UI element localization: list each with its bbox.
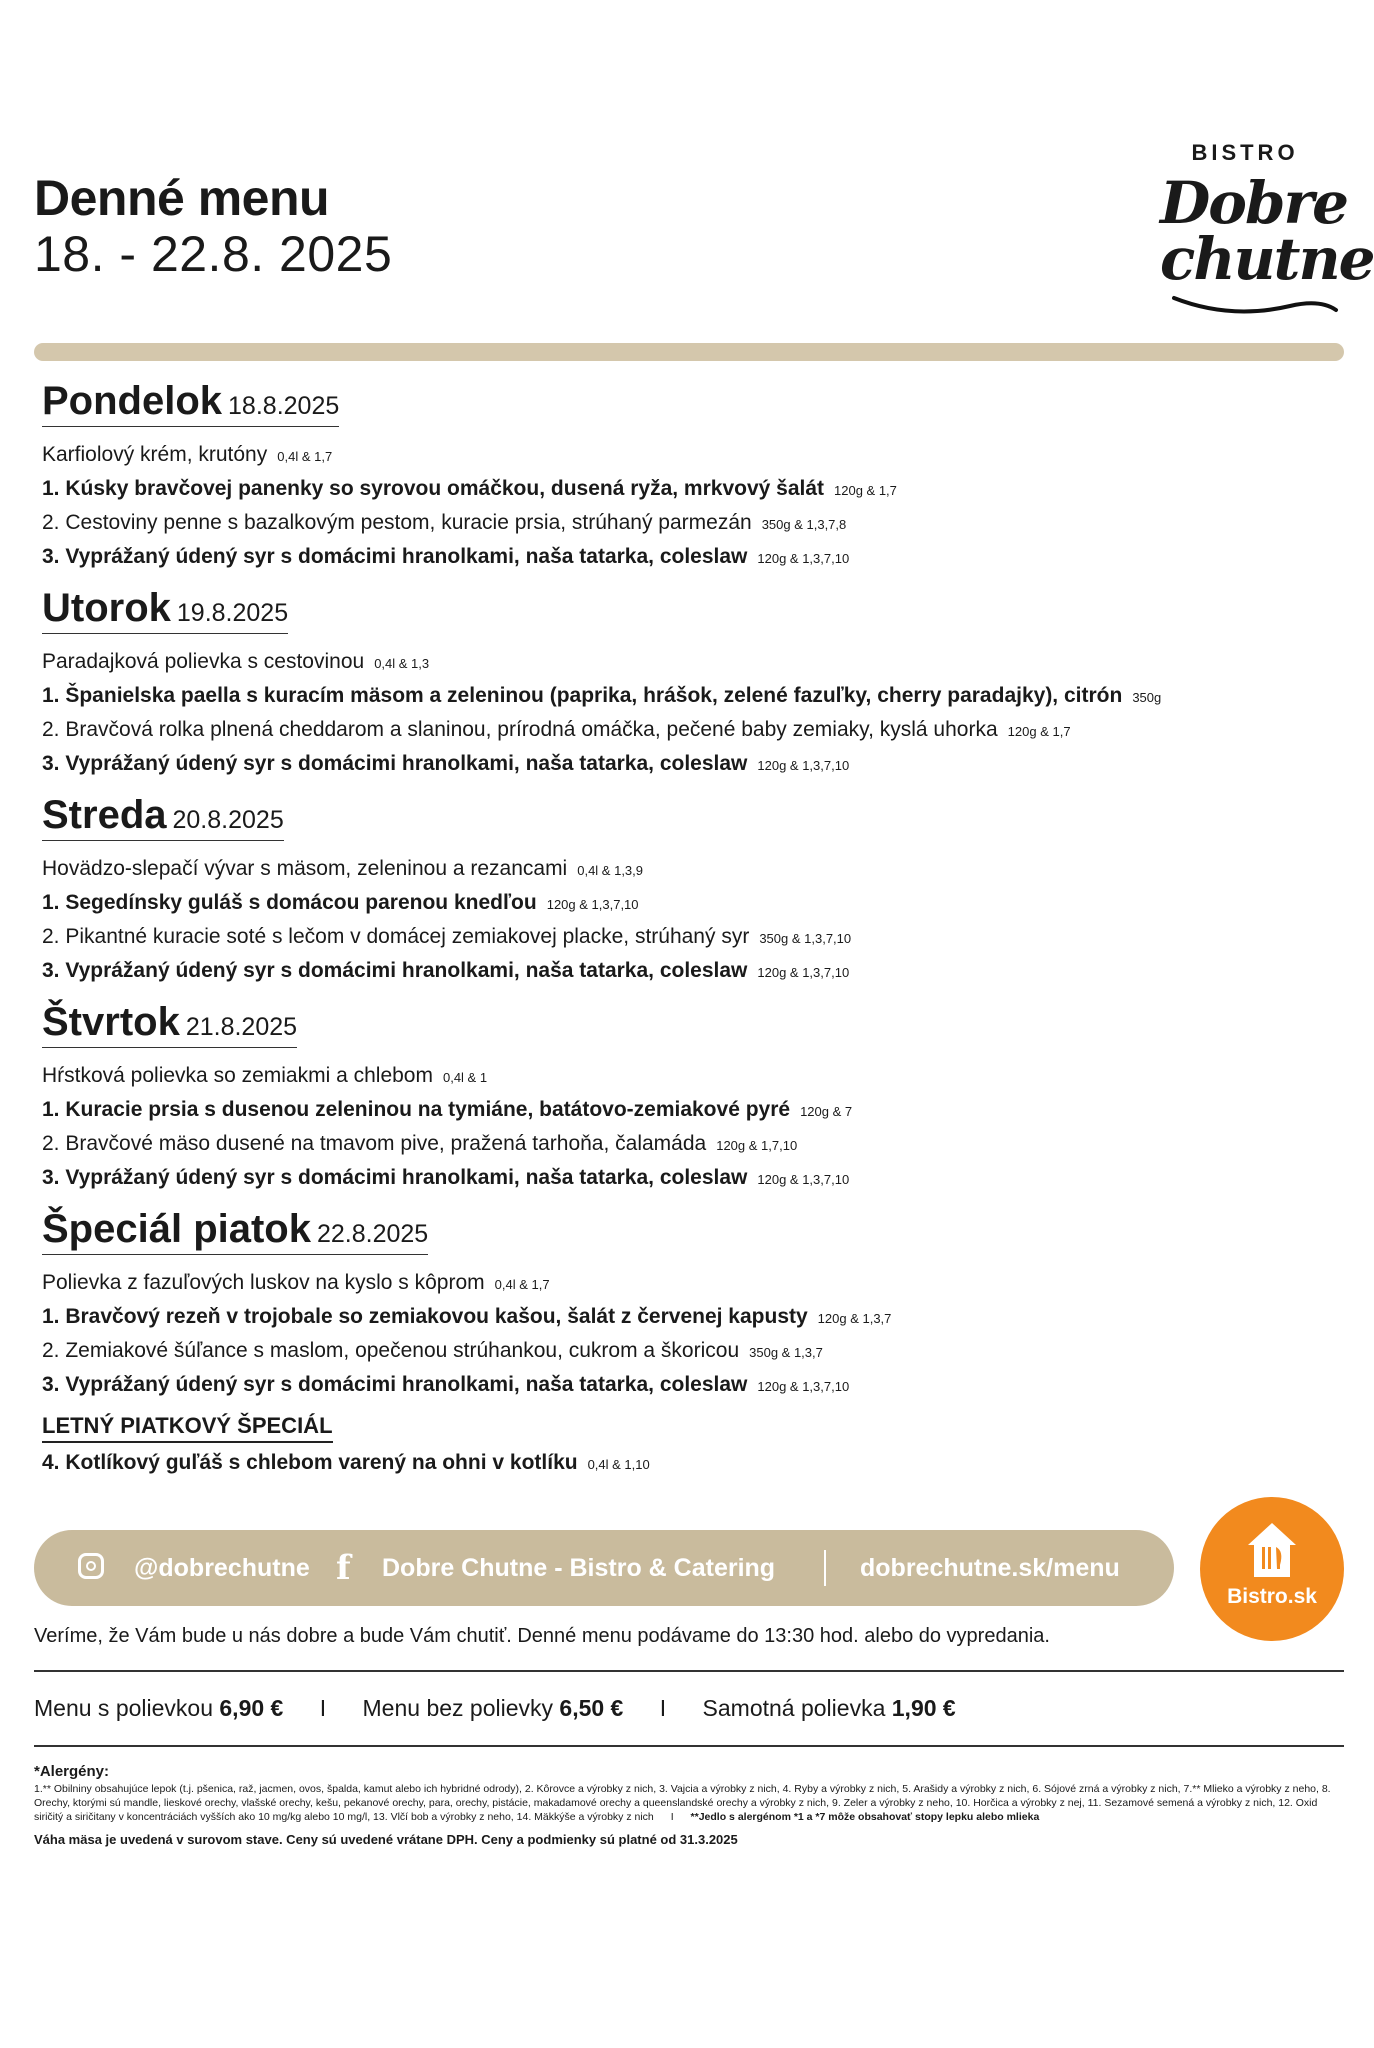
header-divider-bar xyxy=(34,343,1344,361)
divider-line xyxy=(34,1745,1344,1747)
menu-item-allergens: 120g & 1,3,7,10 xyxy=(757,551,850,566)
day-date: 22.8.2025 xyxy=(316,1220,429,1248)
website-link[interactable]: dobrechutne.sk/menu xyxy=(860,1554,1120,1582)
menu-item-text: Karfiolový krém, krutóny xyxy=(42,443,268,466)
menu-item-text: 1. Kúsky bravčovej panenky so syrovou omáčkou, dusená ryža, mrkvový šalát xyxy=(42,477,825,500)
price-footnote: Váha mäsa je uvedená v surovom stave. Ceny sú uvedené vrátane DPH. Ceny a podmienky sú platné od 31.3.2025 xyxy=(34,1832,738,1847)
menu-item xyxy=(42,1060,1342,1094)
menu-item-allergens: 120g & 1,3,7,10 xyxy=(757,758,850,773)
menu-item xyxy=(42,853,1342,887)
service-note: Veríme, že Vám bude u nás dobre a bude Vám chutiť. Denné menu podávame do 13:30 hod. alebo do vypredania. xyxy=(34,1625,1050,1647)
price-soup-menu-label: Menu s polievkou xyxy=(34,1695,213,1721)
instagram-handle[interactable]: @dobrechutne xyxy=(134,1554,310,1582)
day-heading xyxy=(42,1206,428,1255)
day-name: Utorok xyxy=(42,586,171,630)
price-divider: I xyxy=(319,1695,327,1721)
menu-item-text: 3. Vyprážaný údený syr s domácimi hranolkami, naša tatarka, coleslaw xyxy=(42,1373,748,1396)
menu-item-allergens: 350g xyxy=(1132,690,1162,705)
menu-item xyxy=(42,1267,1342,1301)
menu-item xyxy=(42,473,1342,507)
day-name: Špeciál piatok xyxy=(42,1207,311,1251)
social-bar xyxy=(34,1530,1174,1606)
house-fork-knife-icon xyxy=(1246,1521,1298,1581)
menu-days xyxy=(42,378,1342,1491)
menu-item xyxy=(42,1128,1342,1162)
menu-item xyxy=(42,1335,1342,1369)
menu-item-text: 2. Bravčová rolka plnená cheddarom a slaninou, prírodná omáčka, pečené baby zemiaky, kyslá uhorka xyxy=(42,718,998,741)
menu-item xyxy=(42,1094,1342,1128)
menu-item-allergens: 350g & 1,3,7 xyxy=(749,1345,823,1360)
price-list xyxy=(34,1695,956,1722)
menu-item-allergens: 0,4l & 1,3,9 xyxy=(577,863,644,878)
logo-word-chutne: chutne xyxy=(1160,225,1374,293)
menu-item-text: 3. Vyprážaný údený syr s domácimi hranolkami, naša tatarka, coleslaw xyxy=(42,959,748,982)
day-heading xyxy=(42,378,339,427)
menu-item xyxy=(42,955,1342,989)
menu-item-allergens: 0,4l & 1,10 xyxy=(587,1457,650,1472)
summer-special-heading: LETNÝ PIATKOVÝ ŠPECIÁL xyxy=(42,1411,333,1443)
day-section xyxy=(42,999,1342,1196)
menu-item-allergens: 120g & 1,7,10 xyxy=(716,1138,798,1153)
menu-item xyxy=(42,921,1342,955)
menu-item xyxy=(42,507,1342,541)
menu-item-allergens: 120g & 1,7 xyxy=(1007,724,1071,739)
day-section xyxy=(42,792,1342,989)
menu-item-allergens: 120g & 7 xyxy=(800,1104,853,1119)
day-section xyxy=(42,1206,1342,1481)
day-heading xyxy=(42,585,288,634)
menu-item xyxy=(42,748,1342,782)
logo-bistro-text: BISTRO xyxy=(1191,140,1299,165)
divider-line xyxy=(34,1670,1344,1672)
page-title: Denné menu xyxy=(34,170,330,226)
menu-dates: 18. - 22.8. 2025 xyxy=(34,226,393,282)
menu-item xyxy=(42,680,1342,714)
instagram-icon[interactable] xyxy=(78,1553,104,1579)
bistro-logo xyxy=(1160,140,1374,320)
day-date: 19.8.2025 xyxy=(176,599,289,627)
price-soup-only: 1,90 € xyxy=(891,1695,956,1721)
day-date: 21.8.2025 xyxy=(185,1013,298,1041)
menu-item-text: 2. Zemiakové šúľance s maslom, opečenou strúhankou, cukrom a škoricou xyxy=(42,1339,740,1362)
menu-item xyxy=(42,541,1342,575)
menu-item xyxy=(42,439,1342,473)
day-name: Štvrtok xyxy=(42,1000,180,1044)
facebook-page[interactable]: Dobre Chutne - Bistro & Catering xyxy=(382,1554,776,1582)
menu-item-allergens: 0,4l & 1 xyxy=(442,1070,488,1085)
menu-item-allergens: 120g & 1,3,7 xyxy=(817,1311,892,1326)
facebook-icon[interactable]: f xyxy=(336,1548,351,1588)
menu-item xyxy=(42,1369,1342,1403)
menu-item xyxy=(42,646,1342,680)
day-section xyxy=(42,378,1342,575)
menu-item-allergens: 120g & 1,3,7,10 xyxy=(757,1379,850,1394)
day-heading xyxy=(42,999,297,1048)
day-name: Pondelok xyxy=(42,379,223,423)
menu-item-allergens: 120g & 1,3,7,10 xyxy=(757,965,850,980)
price-no-soup: 6,50 € xyxy=(559,1695,624,1721)
menu-item-allergens: 0,4l & 1,3 xyxy=(374,656,430,671)
menu-item-allergens: 0,4l & 1,7 xyxy=(494,1277,550,1292)
allergen-list-text: 1.** Obilniny obsahujúce lepok (t.j. pšenica, raž, jacmen, ovos, špalda, kamut alebo ich hybridné odrody), 2. Kôrovce a výrobky z nich, 3. Vajcia a výrobky z nich, 4. Ryby a výrobky z nich, 5. Arašidy a výrobky z nich, 6. Sójové zrná a výrobky z nich, 7.** Mlieko a výrobky z neho, 8. Orechy, ktorými sú mandle, lieskové orechy, vlašské orechy, kešu, pekanové orechy, para, orechy, pistácie, makadamové orechy a queenslandské orechy a výrobky z nich, 9. Zeler a výrobky z neho, 10. Horčica a výrobky z nej, 11. Sezamové semená a výrobky z nich, 12. Oxid siričitý a siričitany v koncentráciách vyšších ako 10 mg/kg alebo 10 mg/l, 13. Vlčí bob a výrobky z neho, 14. Mäkkýše a výrobky z nich xyxy=(34,1783,1331,1823)
menu-item-text: 3. Vyprážaný údený syr s domácimi hranolkami, naša tatarka, coleslaw xyxy=(42,752,748,775)
menu-item xyxy=(42,1162,1342,1196)
menu-item-allergens: 120g & 1,3,7,10 xyxy=(546,897,639,912)
menu-item-text: 3. Vyprážaný údený syr s domácimi hranolkami, naša tatarka, coleslaw xyxy=(42,1166,748,1189)
menu-item-allergens: 120g & 1,3,7,10 xyxy=(757,1172,850,1187)
menu-header xyxy=(34,170,392,282)
day-section xyxy=(42,585,1342,782)
allergen-divider: I xyxy=(670,1811,674,1823)
menu-item xyxy=(42,887,1342,921)
menu-item-text: 4. Kotlíkový guľáš s chlebom varený na ohni v kotlíku xyxy=(42,1451,578,1474)
menu-item-text: 2. Cestoviny penne s bazalkovým pestom, kuracie prsia, strúhaný parmezán xyxy=(42,511,752,534)
menu-item-allergens: 0,4l & 1,7 xyxy=(277,449,333,464)
logo-word-dobre: Dobre xyxy=(1160,169,1347,237)
day-date: 20.8.2025 xyxy=(172,806,284,834)
price-no-soup-label: Menu bez polievky xyxy=(362,1695,554,1721)
menu-item xyxy=(42,714,1342,748)
menu-item-allergens: 350g & 1,3,7,10 xyxy=(759,931,852,946)
menu-item-text: 3. Vyprážaný údený syr s domácimi hranolkami, naša tatarka, coleslaw xyxy=(42,545,748,568)
menu-item-text: 2. Pikantné kuracie soté s lečom v domácej zemiakovej placke, strúhaný syr xyxy=(42,925,750,948)
allergen-title: *Alergény: xyxy=(34,1763,110,1780)
price-soup-only-label: Samotná polievka xyxy=(702,1695,886,1721)
day-name: Streda xyxy=(42,793,167,837)
price-soup-menu: 6,90 € xyxy=(219,1695,284,1721)
day-date: 18.8.2025 xyxy=(228,392,340,420)
badge-label: Bistro.sk xyxy=(1227,1585,1317,1608)
menu-item-text: 1. Španielska paella s kuracím mäsom a zeleninou (paprika, hrášok, zelené fazuľky, cherry paradajky), citrón xyxy=(42,684,1123,707)
allergen-list xyxy=(34,1782,1344,1824)
allergen-info xyxy=(34,1763,1344,1847)
menu-item-text: 1. Kuracie prsia s dusenou zeleninou na tymiáne, batátovo-zemiakové pyré xyxy=(42,1098,791,1121)
menu-item-special xyxy=(42,1447,1342,1481)
menu-item-text: Hovädzo-slepačí vývar s mäsom, zeleninou a rezancami xyxy=(42,857,568,880)
menu-item-text: 1. Segedínsky guláš s domácou parenou knedľou xyxy=(42,891,537,914)
day-heading xyxy=(42,792,284,841)
menu-item-text: Paradajková polievka s cestovinou xyxy=(42,650,365,673)
price-divider: I xyxy=(659,1695,667,1721)
allergen-star-note: **Jedlo s alergénom *1 a *7 môže obsahovať stopy lepku alebo mlieka xyxy=(690,1811,1040,1823)
logo-swash-icon xyxy=(1170,290,1340,318)
menu-item-text: 1. Bravčový rezeň v trojobale so zemiakovou kašou, šalát z červenej kapusty xyxy=(42,1305,808,1328)
social-separator xyxy=(824,1550,826,1586)
menu-item-text: Hŕstková polievka so zemiakmi a chlebom xyxy=(42,1064,433,1087)
menu-item-text: 2. Bravčové mäso dusené na tmavom pive, pražená tarhoňa, čalamáda xyxy=(42,1132,707,1155)
bistro-sk-badge[interactable] xyxy=(1200,1497,1344,1641)
menu-item-allergens: 120g & 1,7 xyxy=(834,483,897,498)
menu-item xyxy=(42,1301,1342,1335)
menu-item-text: Polievka z fazuľových luskov na kyslo s kôprom xyxy=(42,1271,485,1294)
menu-item-allergens: 350g & 1,3,7,8 xyxy=(761,517,847,532)
